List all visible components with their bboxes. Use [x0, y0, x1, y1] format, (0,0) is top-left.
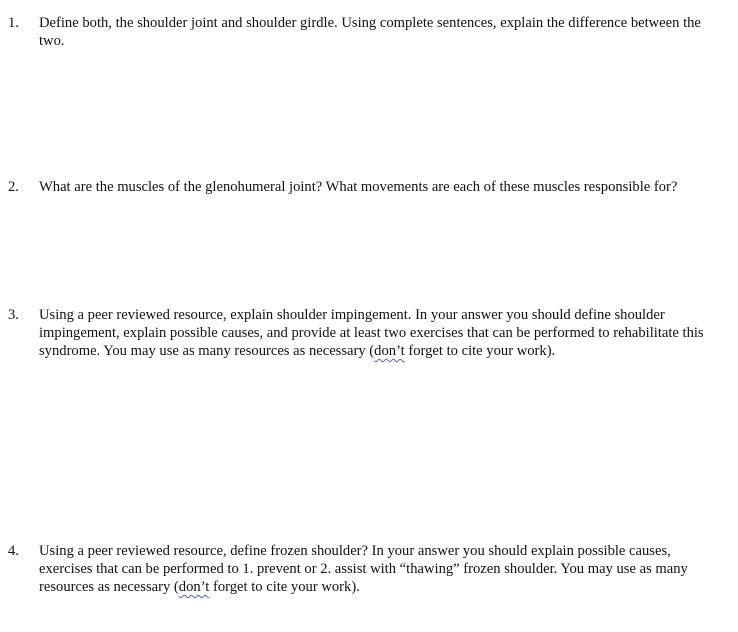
question-text: What are the muscles of the glenohumeral joint? What movements are each of these muscles responsible for? [39, 179, 678, 195]
question-text: Define both, the shoulder joint and shoulder girdle. Using complete sentences, explain the difference between the two. [39, 15, 701, 49]
spellcheck-flagged-word: don’t [374, 343, 405, 359]
question-text-part: forget to cite your work). [404, 343, 556, 359]
question-2 [8, 178, 720, 196]
question-number: 2. [8, 179, 19, 195]
question-text-part: forget to cite your work). [209, 579, 360, 595]
question-1 [8, 14, 720, 50]
question-4 [8, 542, 720, 596]
question-number: 3. [8, 307, 19, 323]
question-number: 4. [8, 543, 19, 559]
question-3 [8, 306, 720, 360]
question-text [39, 306, 720, 360]
question-text-part: Using a peer reviewed resource, define frozen shoulder? In your answer you should explain possible causes, exercises that can be performed to 1. prevent or 2. assist with “thawing” frozen shoulder. You may use as many resources as necessary ( [39, 543, 688, 595]
question-number: 1. [8, 15, 19, 31]
question-text-part: Using a peer reviewed resource, explain shoulder impingement. In your answer you should define shoulder impingement, explain possible causes, and provide at least two exercises that can be performed to rehabilitate this syndrome. You may use as many resources as necessary ( [39, 307, 704, 359]
spellcheck-flagged-word: don’t [178, 579, 210, 595]
question-text [39, 542, 720, 596]
